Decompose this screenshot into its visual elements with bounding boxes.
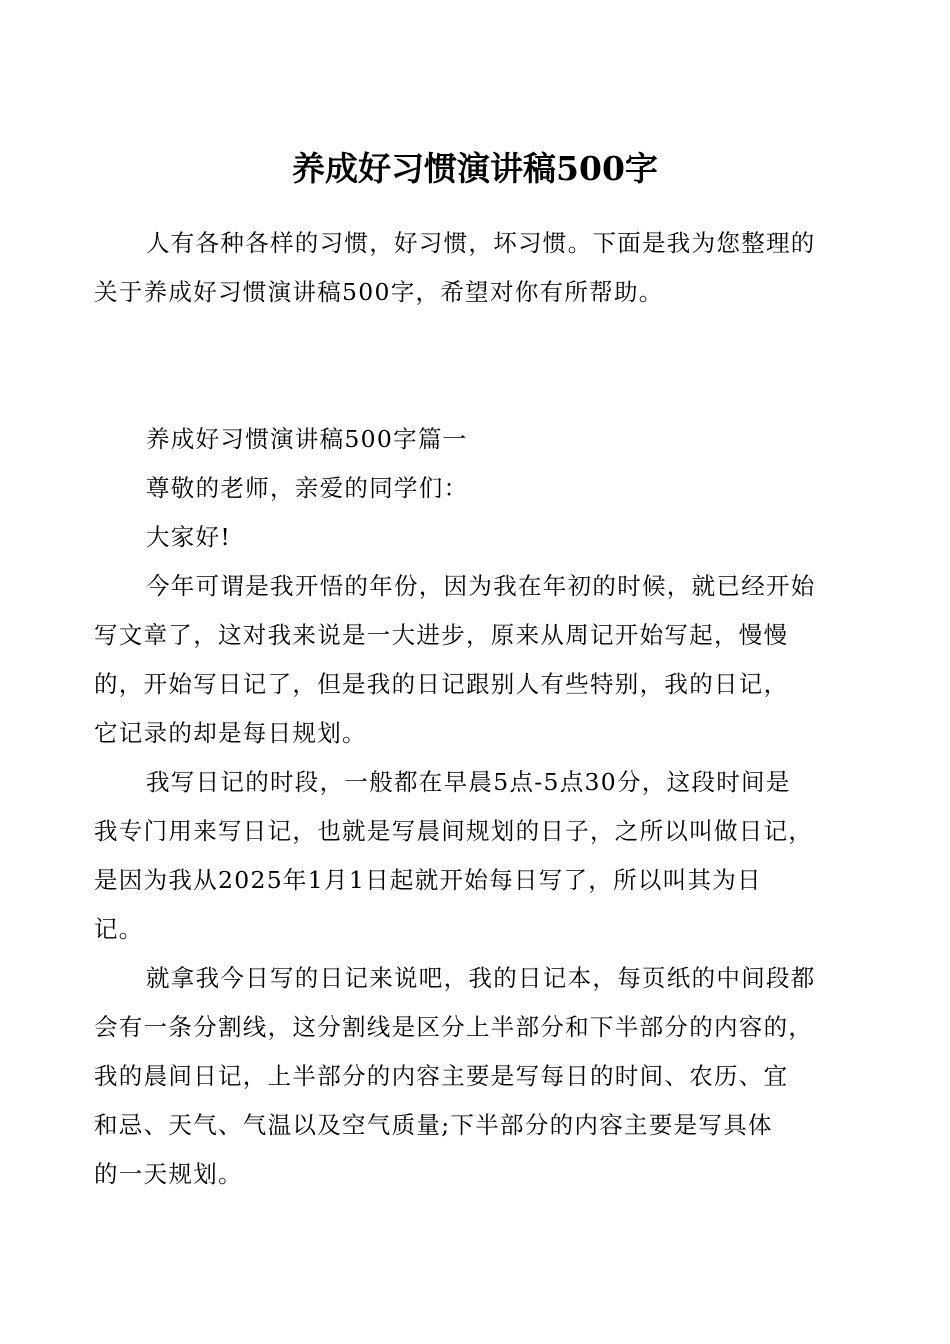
paragraph-line: 就拿我今日写的日记来说吧，我的日记本，每页纸的中间段都 <box>146 964 816 992</box>
body-paragraph-3 <box>94 954 842 1199</box>
intro-paragraph <box>94 219 842 317</box>
paragraph-line: 它记录的却是每日规划。 <box>94 719 367 747</box>
greeting-text: 大家好! <box>146 523 232 551</box>
paragraph-line: 是因为我从2025年1月1日起就开始每日写了，所以叫其为日 <box>94 866 762 894</box>
paragraph-line: 的，开始写日记了，但是我的日记跟别人有些特别，我的日记， <box>94 670 789 698</box>
paragraph-line: 的一天规划。 <box>94 1160 243 1188</box>
paragraph-line: 我的晨间日记，上半部分的内容主要是写每日的时间、农历、宜 <box>94 1062 789 1090</box>
intro-line: 关于养成好习惯演讲稿500字，希望对你有所帮助。 <box>94 278 664 306</box>
salutation <box>120 464 842 513</box>
body-paragraph-1 <box>94 562 842 758</box>
body-paragraph-2 <box>94 758 842 954</box>
document-title: 养成好习惯演讲稿500字 <box>292 149 658 188</box>
paragraph-line: 和忌、天气、气温以及空气质量;下半部分的内容主要是写具体 <box>94 1111 773 1139</box>
paragraph-line: 我写日记的时段，一般都在早晨5点-5点30分，这段时间是 <box>146 768 791 796</box>
paragraph-line: 我专门用来写日记，也就是写晨间规划的日子，之所以叫做日记， <box>94 817 814 845</box>
paragraph-line: 会有一条分割线，这分割线是区分上半部分和下半部分的内容的， <box>94 1013 814 1041</box>
intro-line: 人有各种各样的习惯，好习惯，坏习惯。下面是我为您整理的 <box>146 229 816 257</box>
paragraph-line: 写文章了，这对我来说是一大进步，原来从周记开始写起，慢慢 <box>94 621 789 649</box>
paragraph-line: 记。 <box>94 915 144 943</box>
salutation-text: 尊敬的老师，亲爱的同学们： <box>146 474 469 502</box>
greeting <box>120 513 842 562</box>
paragraph-line: 今年可谓是我开悟的年份，因为我在年初的时候，就已经开始 <box>146 572 816 600</box>
section-title-text: 养成好习惯演讲稿500字篇一 <box>146 425 468 453</box>
section-title <box>120 415 842 464</box>
